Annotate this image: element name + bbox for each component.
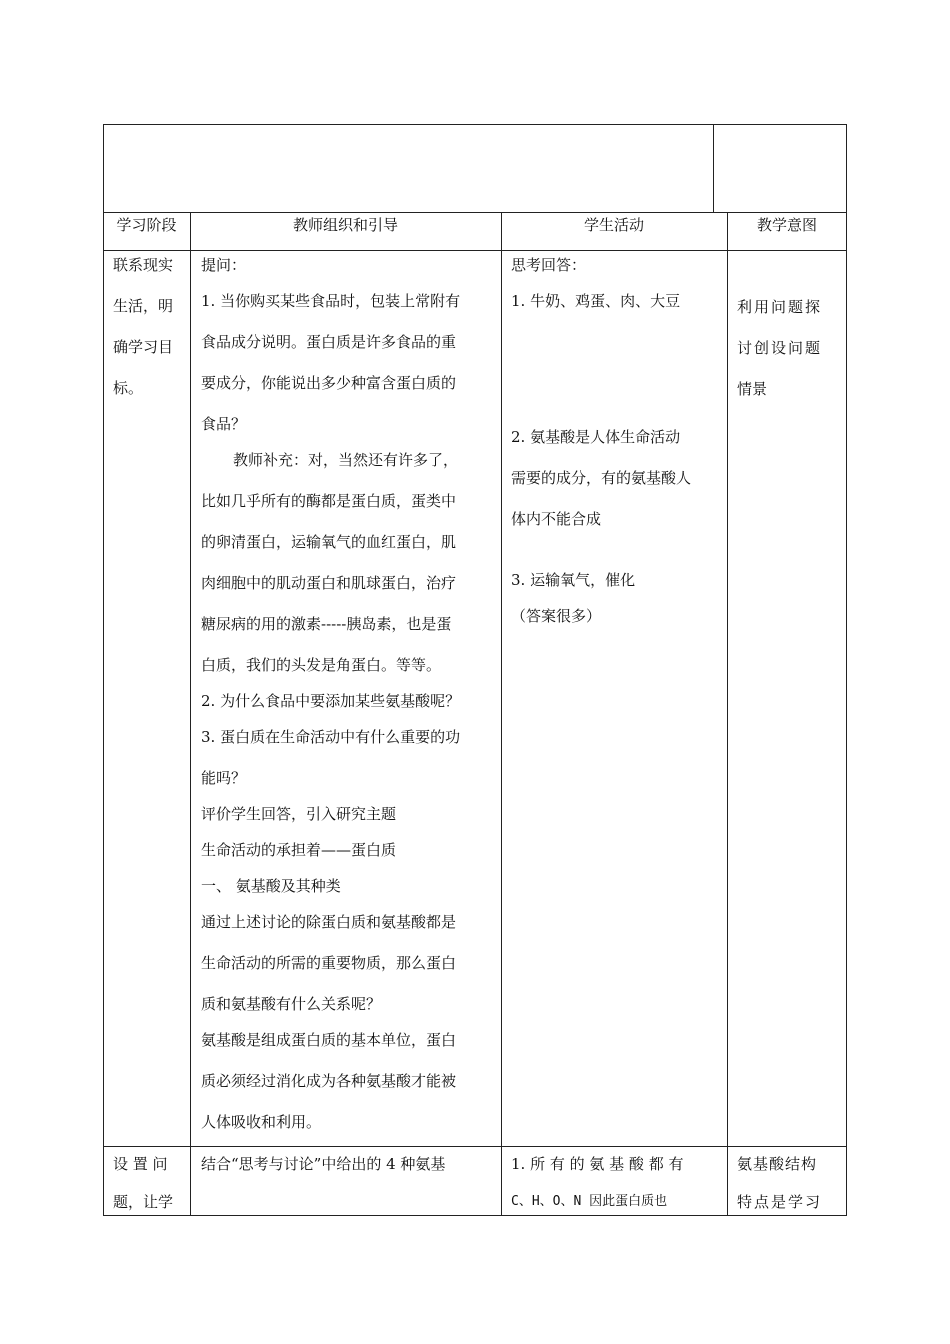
top-divider (713, 124, 714, 213)
row1-student-line: （答案很多） (511, 607, 602, 625)
header-stage: 学习阶段 (116, 216, 177, 234)
row1-divider (103, 1146, 847, 1147)
row1-teacher-line: 质必须经过消化成为各种氨基酸才能被 (201, 1072, 457, 1090)
row1-teacher-line: 食品？ (201, 415, 247, 433)
row1-teacher-line: 氨基酸是组成蛋白质的基本单位，蛋白 (201, 1031, 457, 1049)
row1-teacher-line: 质和氨基酸有什么关系呢？ (201, 995, 382, 1013)
row1-teacher-line: 生命活动的承担着——蛋白质 (201, 841, 397, 859)
row1-teacher-line: 食品成分说明。蛋白质是许多食品的重 (201, 333, 457, 351)
row1-stage-line: 生活，明 (113, 297, 174, 315)
row1-teacher-line: 2. 为什么食品中要添加某些氨基酸呢？ (201, 692, 461, 710)
row1-intent-line: 讨创设问题 (737, 339, 823, 357)
row1-student-line: 思考回答： (511, 256, 587, 274)
row2-stage-line: 题，让学 (113, 1193, 174, 1211)
header-intent: 教学意图 (756, 216, 817, 234)
row1-teacher-line: 的卵清蛋白，运输氧气的血红蛋白，肌 (201, 533, 457, 551)
row1-student-line: 2. 氨基酸是人体生命活动 (511, 428, 681, 446)
row1-teacher-line: 要成分，你能说出多少种富含蛋白质的 (201, 374, 457, 392)
lesson-table (103, 212, 847, 1216)
row1-teacher-line: 能吗？ (201, 769, 247, 787)
row1-stage-line: 确学习目 (113, 338, 174, 356)
col-divider-3 (727, 212, 728, 1216)
header-teacher: 教师组织和引导 (292, 216, 398, 234)
row1-teacher-line: 白质，我们的头发是角蛋白。等等。 (201, 656, 442, 674)
row1-teacher-line: 人体吸收和利用。 (201, 1113, 322, 1131)
row2-stage-line: 设 置 问 (113, 1155, 168, 1173)
row1-stage-line: 联系现实 (113, 256, 174, 274)
top-blank-cell (103, 124, 847, 213)
row1-student-line: 需要的成分，有的氨基酸人 (511, 469, 692, 487)
row1-teacher-line: 一、 氨基酸及其种类 (201, 877, 341, 895)
row1-intent-line: 利用问题探 (737, 298, 823, 316)
row1-teacher-line: 教师补充：对，当然还有许多了， (233, 451, 459, 469)
row2-student-line: C、H、O、N 因此蛋白质也 (511, 1194, 668, 1209)
header-row-divider (103, 250, 847, 251)
row1-stage-line: 标。 (113, 379, 144, 397)
row1-teacher-line: 糖尿病的用的激素-----胰岛素，也是蛋 (201, 615, 452, 633)
row1-student-line: 3. 运输氧气，催化 (511, 571, 636, 589)
row1-teacher-line: 3. 蛋白质在生命活动中有什么重要的功 (201, 728, 461, 746)
col-divider-1 (190, 212, 191, 1216)
row2-student-line: 1. 所 有 的 氨 基 酸 都 有 (511, 1155, 684, 1173)
row1-teacher-line: 比如几乎所有的酶都是蛋白质，蛋类中 (201, 492, 457, 510)
row1-student-line: 1. 牛奶、鸡蛋、肉、大豆 (511, 292, 681, 310)
row1-teacher-line: 通过上述讨论的除蛋白质和氨基酸都是 (201, 913, 457, 931)
row1-teacher-line: 评价学生回答，引入研究主题 (201, 805, 397, 823)
row2-intent-line: 特点是学习 (737, 1193, 823, 1211)
header-student: 学生活动 (583, 216, 644, 234)
row2-intent-line: 氨基酸结构 (737, 1155, 818, 1173)
row1-teacher-line: 肉细胞中的肌动蛋白和肌球蛋白，治疗 (201, 574, 457, 592)
row1-teacher-line: 1. 当你购买某些食品时，包装上常附有 (201, 292, 461, 310)
row1-teacher-line: 提问： (201, 256, 247, 274)
row1-teacher-line: 生命活动的所需的重要物质，那么蛋白 (201, 954, 457, 972)
row2-teacher-line: 结合“思考与讨论”中给出的 4 种氨基 (201, 1155, 446, 1173)
row1-intent-line: 情景 (737, 380, 768, 398)
col-divider-2 (501, 212, 502, 1216)
row1-student-line: 体内不能合成 (511, 510, 602, 528)
